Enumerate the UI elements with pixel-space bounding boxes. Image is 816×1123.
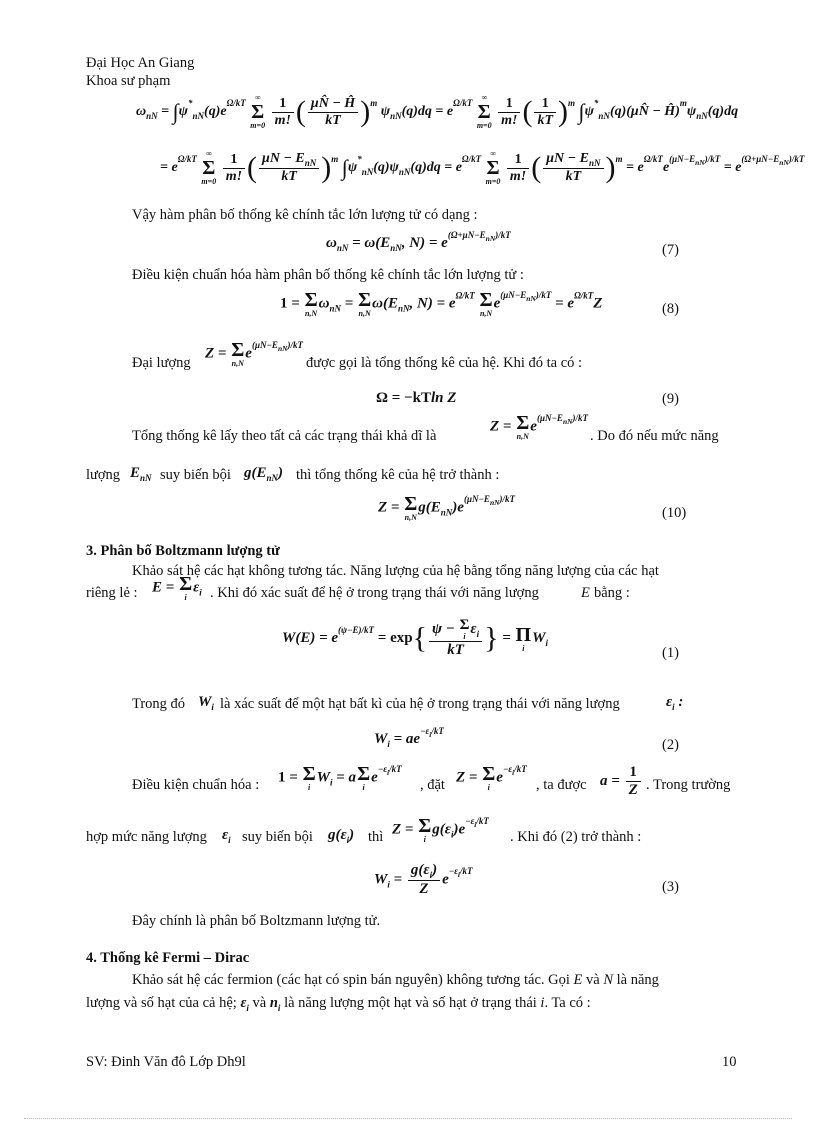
text-paragraph: thì	[368, 829, 384, 845]
text-fragment: . Ta có :	[544, 995, 591, 1011]
text-variable: i	[540, 995, 545, 1011]
equation-omega-expansion-2: = $e^{\Omega/kT}$ ∞ Σ m=0 $\frac{1}{m!}$ ( $\frac{\mu N - E_{nN}}{kT}$ )$^m$ $\int\psi^*_{nN}(q)\psi_{nN}(q)dq = e^{\Omega/kT}$ ∞ Σ m=0 $\frac{1}{m!}$ ( $\frac{\mu N - E_{nN}}{kT}$ )$^m = e^{\Omega/kT}e^{(\mu N-E_{nN})/kT} = e^{(\Omega+\mu N-E_{nN})/kT}$	[160, 149, 805, 186]
equation-degeneracy: $g(E_{nN})$	[244, 465, 284, 483]
equation-z-degenerate: Z = Σ i $g(\varepsilon_i)e^{-\varepsilon_i/kT}$	[392, 815, 489, 844]
text-paragraph: Trong đó	[132, 696, 186, 712]
text-fragment: Khảo sát hệ các fermion (các hạt có spin bán nguyên) không tương tác. Gọi	[132, 972, 570, 988]
section-heading-fermi-dirac: 4. Thống kê Fermi – Dirac	[86, 950, 250, 966]
text-paragraph: , ta được	[536, 777, 587, 793]
text-variable: E	[581, 585, 590, 601]
equation-z-boltzmann: Z = Σ i $e^{-\varepsilon_i/kT}$	[456, 763, 527, 792]
text-paragraph: hợp mức năng lượng	[86, 829, 207, 845]
text-paragraph: Vậy hàm phân bố thống kê chính tắc lớn lượng tử có dạng :	[132, 207, 478, 223]
equation-omega-expansion-1: $\omega_{nN} = \int\psi^*_{nN}(q)e^{\Omega/kT}$ ∞ Σ m=0 $\frac{1}{m!}$ ( $\frac{\mu N̂ - Ĥ}{kT}$ )$^m$ $\psi_{nN}(q)dq = e^{\Omega/kT}$ ∞ Σ m=0 $\frac{1}{m!}$ ( $\frac{1}{kT}$ )$^m$ $\int\psi^*_{nN}(q)(\mu N̂$ − $Ĥ)^m\psi_{nN}(q)dq$	[136, 93, 739, 130]
text-paragraph: suy biến bội	[160, 467, 231, 483]
footer-author: SV: Đinh Văn đô Lớp Dh9l	[86, 1054, 246, 1070]
equation-degeneracy: $g(\varepsilon_i)$	[328, 827, 355, 845]
text-paragraph: thì tổng thống kê của hệ trở thành :	[296, 467, 500, 483]
equation-3: $W_i$ = $\frac{g(\varepsilon_i)}{Z}$ $e^{-\varepsilon_i/kT}$	[374, 862, 473, 897]
text-paragraph: lượng và số hạt của cả hệ; $\varepsilon_i$ và $n_i$ là năng lượng một hạt và số hạt ở trạng thái i. Ta có :	[86, 995, 591, 1013]
text-paragraph: được gọi là tổng thống kê của hệ. Khi đó ta có :	[306, 355, 583, 371]
equation-normalization: 1 = Σ i $W_i = a$ Σ i $e^{-\varepsilon_i/kT}$	[278, 763, 402, 792]
page-divider	[24, 1118, 792, 1119]
text-paragraph: . Khi đó xác suất để hệ ở trong trạng thái với năng lượng	[210, 585, 539, 601]
text-paragraph: Tổng thống kê lấy theo tất cả các trạng thái khả dĩ là	[132, 428, 437, 444]
text-paragraph: Điều kiện chuẩn hóa hàm phân bố thống kê chính tắc lớn lượng tử :	[132, 267, 524, 283]
text-paragraph: . Trong trường	[646, 777, 731, 793]
text-fragment: và	[252, 995, 267, 1011]
equation-number: (3)	[662, 879, 679, 895]
text-paragraph: suy biến bội	[242, 829, 313, 845]
text-paragraph: Đây chính là phân bố Boltzmann lượng tử.	[132, 913, 381, 929]
equation-number: (10)	[662, 505, 687, 521]
text-paragraph: riêng lẻ :	[86, 585, 138, 601]
text-fragment: là năng lượng một hạt và số hạt ở trạng thái	[284, 995, 537, 1011]
equation-z-definition: Z = Σ n,N $e^{(\mu N-E_{nN})/kT}$	[205, 339, 304, 368]
text-paragraph: , đặt	[420, 777, 445, 793]
text-fragment: và	[586, 972, 600, 988]
header-faculty: Khoa sư phạm	[86, 73, 171, 89]
equation-number: (1)	[662, 645, 679, 661]
text-variable: N	[603, 972, 613, 988]
equation-energy-sum: E = Σ i $\varepsilon_i$	[152, 573, 202, 602]
equation-z-inline: Z = Σ n,N $e^{(\mu N-E_{nN})/kT}$	[490, 412, 589, 441]
equation-8: 1 = Σ n,N $\omega_{nN}$ = Σ n,N $\omega(E_{nN}$, $N) = e^{\Omega/kT}$ Σ n,N $e^{(\mu N-E_{nN})/kT} = e^{\Omega/kT}Z$	[280, 289, 603, 318]
section-heading-boltzmann: 3. Phân bố Boltzmann lượng tử	[86, 543, 280, 559]
text-paragraph: Điều kiện chuẩn hóa :	[132, 777, 260, 793]
equation-1: $W(E) = e^{(\psi-E)/kT} = \exp${ ψ − Σ i $\varepsilon_i$ kT } = Π i $W_i$	[282, 617, 548, 658]
text-paragraph: Đại lượng	[132, 355, 191, 371]
text-fragment: lượng và số hạt của cả hệ;	[86, 995, 237, 1011]
text-paragraph: . Do đó nếu mức năng	[590, 428, 719, 444]
text-paragraph: . Khi đó (2) trở thành :	[510, 829, 642, 845]
text-fragment: là năng	[616, 972, 659, 988]
equation-number: (9)	[662, 391, 679, 407]
equation-a-value: a = $\frac{1}{Z}$	[600, 764, 643, 799]
equation-number: (2)	[662, 737, 679, 753]
equation-2: $W_i = ae^{-\varepsilon_i/kT}$	[374, 726, 444, 749]
text-paragraph: Khảo sát hệ các hạt không tương tác. Năng lượng của hệ bằng tổng năng lượng của các hạt	[132, 563, 659, 579]
text-paragraph	[132, 971, 659, 989]
text-paragraph: lượng	[86, 467, 121, 483]
page-number: 10	[722, 1054, 737, 1070]
equation-9: Ω = −kTln Z	[376, 390, 457, 406]
equation-number: (8)	[662, 301, 679, 317]
equation-wi-inline: $W_i$	[198, 694, 214, 712]
text-variable: E	[573, 972, 583, 988]
equation-energy-level: $E_{nN}$	[130, 465, 152, 483]
equation-7: $\omega_{nN} = \omega(E_{nN}$, $N) = e^{(\Omega+\mu N-E_{nN})/kT}$	[326, 230, 511, 253]
equation-epsilon-inline: $\varepsilon_i$	[222, 827, 231, 845]
text-paragraph: bằng :	[594, 585, 630, 601]
equation-number: (7)	[662, 242, 679, 258]
equation-10: Z = Σ n,N $g(E_{nN})e^{(\mu N-E_{nN})/kT}$	[378, 493, 516, 522]
header-school: Đại Học An Giang	[86, 55, 195, 71]
text-paragraph: là xác suất để một hạt bất kì của hệ ở trong trạng thái với năng lượng	[220, 696, 620, 712]
equation-epsilon-inline: $\varepsilon_i$ :	[666, 694, 684, 712]
